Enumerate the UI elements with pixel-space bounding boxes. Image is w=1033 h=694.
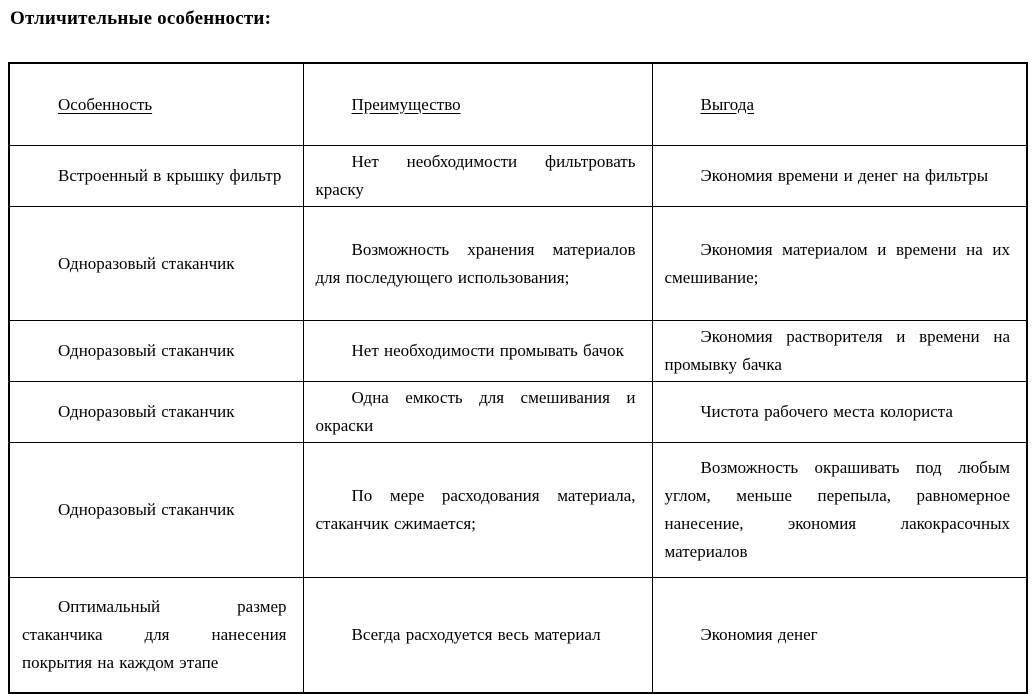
benefit-cell bbox=[652, 207, 1027, 321]
table-row bbox=[9, 382, 1027, 443]
advantage-cell bbox=[303, 146, 652, 207]
cell-text: Возможность хранения материалов для последующего использования; bbox=[315, 239, 636, 287]
header-feature bbox=[9, 63, 303, 146]
table-row bbox=[9, 443, 1027, 578]
cell-text: Всегда расходуется весь материал bbox=[351, 625, 601, 644]
feature-cell bbox=[9, 443, 303, 578]
cell-text: По мере расходования материала, стаканчик сжимается; bbox=[315, 486, 636, 533]
cell-text: Встроенный в крышку фильтр bbox=[58, 166, 282, 185]
cell-text: Экономия растворителя и времени на промывку бачка bbox=[664, 327, 1010, 374]
feature-cell bbox=[9, 321, 303, 382]
advantage-cell bbox=[303, 207, 652, 321]
cell-text: Одноразовый стаканчик bbox=[58, 402, 235, 421]
table-header-row bbox=[9, 63, 1027, 146]
cell-text: Одноразовый стаканчик bbox=[58, 253, 235, 273]
table-row bbox=[9, 578, 1027, 694]
header-feature-label: Особенность bbox=[58, 94, 153, 114]
cell-text: Одноразовый стаканчик bbox=[58, 341, 235, 360]
cell-text: Одноразовый стаканчик bbox=[58, 500, 235, 519]
benefit-cell bbox=[652, 578, 1027, 694]
cell-text: Экономия времени и денег на фильтры bbox=[700, 166, 989, 185]
feature-cell bbox=[9, 578, 303, 694]
benefit-cell bbox=[652, 146, 1027, 207]
header-advantage-label: Преимущество bbox=[351, 94, 461, 114]
document-title: Отличительные особенности: bbox=[10, 8, 272, 29]
header-benefit-label: Выгода bbox=[700, 94, 755, 114]
features-table bbox=[8, 62, 1028, 694]
cell-text: Возможность окрашивать под любым углом, меньше перепыла, равномерное нанесение, экономия лакокрасочных материалов bbox=[664, 458, 1010, 561]
benefit-cell bbox=[652, 382, 1027, 443]
feature-cell bbox=[9, 146, 303, 207]
benefit-cell bbox=[652, 443, 1027, 578]
cell-text: Оптимальный размер стаканчика для нанесения покрытия на каждом этапе bbox=[22, 597, 287, 672]
header-advantage bbox=[303, 63, 652, 146]
cell-text: Чистота рабочего места колориста bbox=[700, 402, 953, 421]
feature-cell bbox=[9, 207, 303, 321]
advantage-cell bbox=[303, 382, 652, 443]
cell-text: Одна емкость для смешивания и окраски bbox=[315, 388, 636, 435]
table-row bbox=[9, 207, 1027, 321]
header-benefit bbox=[652, 63, 1027, 146]
advantage-cell bbox=[303, 321, 652, 382]
cell-text: Нет необходимости фильтровать краску bbox=[315, 152, 636, 199]
table-row bbox=[9, 146, 1027, 207]
cell-text: Экономия денег bbox=[700, 625, 818, 644]
cell-text: Нет необходимости промывать бачок bbox=[351, 341, 624, 360]
cell-text: Экономия материалом и времени на их смешивание; bbox=[664, 239, 1010, 287]
table-row bbox=[9, 321, 1027, 382]
feature-cell bbox=[9, 382, 303, 443]
advantage-cell bbox=[303, 578, 652, 694]
advantage-cell bbox=[303, 443, 652, 578]
benefit-cell bbox=[652, 321, 1027, 382]
